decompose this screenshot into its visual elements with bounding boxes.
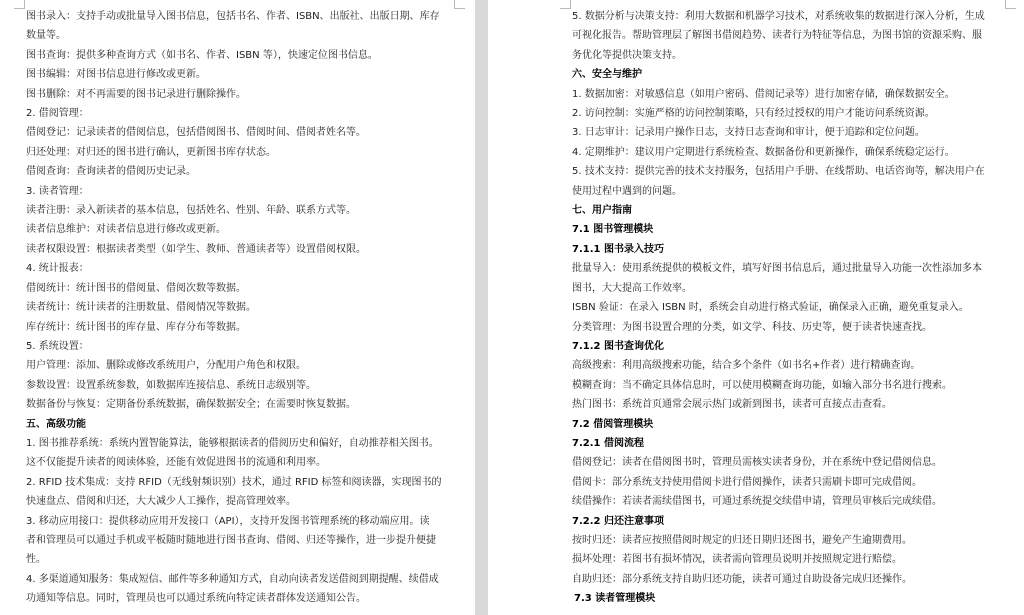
text-line: 2. 访问控制：实施严格的访问控制策略，只有经过授权的用户才能访问系统资源。 <box>572 108 935 120</box>
section-heading: 六、安全与维护 <box>572 69 642 81</box>
text-line: 者和管理员可以通过手机或平板随时随地进行图书查询、借阅、归还等操作，进一步提升便捷 <box>26 534 436 546</box>
text-line: 借阅卡：部分系统支持使用借阅卡进行借阅操作，读者只需刷卡即可完成借阅。 <box>572 476 922 488</box>
text-line: 用户管理：添加、删除或修改系统用户，分配用户角色和权限。 <box>26 360 306 372</box>
text-line: 图书编辑：对图书信息进行修改或更新。 <box>26 69 206 81</box>
text-line: 损坏处理：若图书有损坏情况，读者需向管理员说明并按照规定进行赔偿。 <box>572 554 902 566</box>
section-heading: 五、高级功能 <box>26 418 86 430</box>
text-line: 批量导入：使用系统提供的模板文件，填写好图书信息后，通过批量导入功能一次性添加多本 <box>572 263 982 275</box>
text-line: 库存统计：统计图书的库存量、库存分布等数据。 <box>26 321 246 333</box>
text-line: 使用过程中遇到的问题。 <box>572 185 682 197</box>
subsection-heading: 7.2.2 归还注意事项 <box>572 515 664 527</box>
text-line: 2. RFID 技术集成：支持 RFID（无线射频识别）技术，通过 RFID 标签和阅读器，实现图书的 <box>26 476 442 488</box>
text-line: 4. 多渠道通知服务：集成短信、邮件等多种通知方式，自动向读者发送借阅到期提醒、续借成 <box>26 573 439 585</box>
text-line: 3. 读者管理： <box>26 185 89 197</box>
text-line: 功通知等信息。同时，管理员也可以通过系统向特定读者群体发送通知公告。 <box>26 593 366 605</box>
text-line: 高级搜索：利用高级搜索功能，结合多个条件（如书名+作者）进行精确查询。 <box>572 360 921 372</box>
text-line: 1. 数据加密：对敏感信息（如用户密码、借阅记录等）进行加密存储，确保数据安全。 <box>572 88 955 100</box>
subsection-heading: 7.1 图书管理模块 <box>572 224 654 236</box>
document-page-left <box>0 0 475 615</box>
text-line: 1. 图书推荐系统：系统内置智能算法，能够根据读者的借阅历史和偏好，自动推荐相关图书。 <box>26 437 439 449</box>
text-line: 数量等。 <box>26 30 66 42</box>
text-line: 3. 日志审计：记录用户操作日志，支持日志查询和审计，便于追踪和定位问题。 <box>572 127 925 139</box>
text-line: 性。 <box>26 554 46 566</box>
text-line: 续借操作：若读者需续借图书，可通过系统提交续借申请，管理员审核后完成续借。 <box>572 496 942 508</box>
text-line: 数据备份与恢复：定期备份系统数据，确保数据安全；在需要时恢复数据。 <box>26 399 356 411</box>
subsection-heading: 7.1.2 图书查询优化 <box>572 340 664 352</box>
text-line: 归还处理：对归还的图书进行确认，更新图书库存状态。 <box>26 146 276 158</box>
text-line: 借阅登记：读者在借阅图书时，管理员需核实读者身份，并在系统中登记借阅信息。 <box>572 457 942 469</box>
subsection-heading: 7.3 读者管理模块 <box>574 593 656 605</box>
text-line: 这不仅能提升读者的阅读体验，还能有效促进图书的流通和利用率。 <box>26 457 326 469</box>
text-line: 图书删除：对不再需要的图书记录进行删除操作。 <box>26 88 246 100</box>
subsection-heading: 7.1.1 图书录入技巧 <box>572 243 664 255</box>
text-line: 读者统计：统计读者的注册数量、借阅情况等数据。 <box>26 302 256 314</box>
document-page-right <box>488 0 1024 615</box>
text-line: 借阅查询：查询读者的借阅历史记录。 <box>26 166 196 178</box>
text-line: 模糊查询：当不确定具体信息时，可以使用模糊查询功能，如输入部分书名进行搜索。 <box>572 379 952 391</box>
text-line: 分类管理：为图书设置合理的分类，如文学、科技、历史等，便于读者快速查找。 <box>572 321 932 333</box>
page-corner-mark <box>454 0 465 9</box>
text-line: 4. 统计报表： <box>26 263 89 275</box>
text-line: 务优化等提供决策支持。 <box>572 49 682 61</box>
text-line: 5. 系统设置： <box>26 340 89 352</box>
page-corner-mark <box>560 0 571 9</box>
text-line: 可视化报告。帮助管理层了解图书借阅趋势、读者行为特征等信息，为图书馆的资源采购、服 <box>572 30 982 42</box>
text-line: 2. 借阅管理： <box>26 108 89 120</box>
text-line: 图书，大大提高工作效率。 <box>572 282 692 294</box>
text-line: 4. 定期维护：建议用户定期进行系统检查、数据备份和更新操作，确保系统稳定运行。 <box>572 146 955 158</box>
text-line: 读者信息维护：对读者信息进行修改或更新。 <box>26 224 226 236</box>
section-heading: 七、用户指南 <box>572 205 632 217</box>
text-line: 借阅统计：统计图书的借阅量、借阅次数等数据。 <box>26 282 246 294</box>
text-line: 图书查询：提供多种查询方式（如书名、作者、ISBN 等），快速定位图书信息。 <box>26 49 378 61</box>
text-line: 读者注册：录入新读者的基本信息，包括姓名、性别、年龄、联系方式等。 <box>26 205 356 217</box>
text-line: 5. 技术支持：提供完善的技术支持服务，包括用户手册、在线帮助、电话咨询等，解决用户在 <box>572 166 985 178</box>
text-line: 3. 移动应用接口：提供移动应用开发接口（API），支持开发图书管理系统的移动端应用。读 <box>26 515 430 527</box>
text-line: 按时归还：读者应按照借阅时规定的归还日期归还图书，避免产生逾期费用。 <box>572 534 912 546</box>
text-line: 热门图书：系统首页通常会展示热门或新到图书，读者可直接点击查看。 <box>572 399 892 411</box>
text-line: 参数设置：设置系统参数，如数据库连接信息、系统日志级别等。 <box>26 379 316 391</box>
text-line: 读者权限设置：根据读者类型（如学生、教师、普通读者等）设置借阅权限。 <box>26 243 366 255</box>
page-corner-mark <box>1005 0 1016 9</box>
subsection-heading: 7.2.1 借阅流程 <box>572 437 644 449</box>
text-line: 快速盘点、借阅和归还，大大减少人工操作，提高管理效率。 <box>26 496 296 508</box>
page-corner-mark <box>14 0 25 9</box>
subsection-heading: 7.2 借阅管理模块 <box>572 418 654 430</box>
text-line: 自助归还：部分系统支持自助归还功能，读者可通过自助设备完成归还操作。 <box>572 573 912 585</box>
text-line: 图书录入：支持手动或批量导入图书信息，包括书名、作者、ISBN、出版社、出版日期、库存 <box>26 11 440 22</box>
text-line: 5. 数据分析与决策支持：利用大数据和机器学习技术，对系统收集的数据进行深入分析，生成 <box>572 11 985 22</box>
text-line: 借阅登记：记录读者的借阅信息，包括借阅图书、借阅时间、借阅者姓名等。 <box>26 127 366 139</box>
text-line: ISBN 验证：在录入 ISBN 时，系统会自动进行格式验证，确保录入正确，避免重复录入。 <box>572 302 969 314</box>
